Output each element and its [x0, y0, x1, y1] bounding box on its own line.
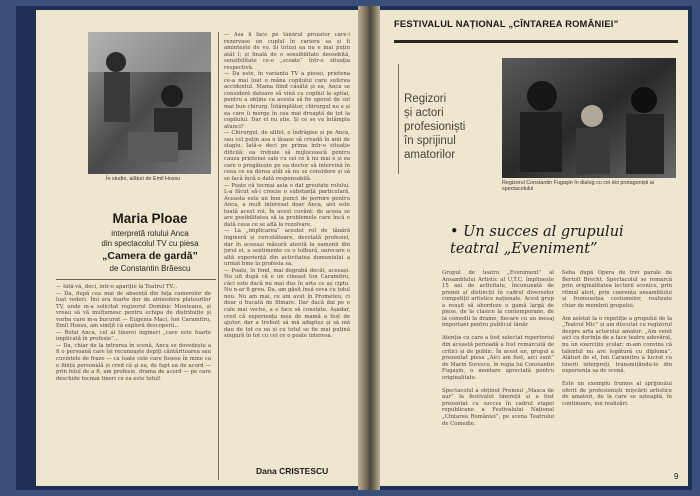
- left-section-rule: [56, 279, 216, 280]
- actress-role-subtitle: interpretă rolului Anca din spectacolul TV cu piesa: [101, 229, 199, 248]
- article-signature: Dana CRISTESCU: [256, 466, 329, 476]
- right-page: [380, 10, 688, 486]
- show-author: de Constantin Brăescu: [109, 264, 191, 273]
- headline: Regizori și actori profesioniști în sprijinul amatorilor: [404, 93, 466, 161]
- festival-title: FESTIVALUL NAȚIONAL „CÎNTAREA ROMÂNIEI”: [394, 18, 619, 29]
- photo-emil-hossu: [88, 32, 211, 174]
- studio-photo-illustration: [88, 32, 211, 174]
- show-title: „Camera de gardă”: [102, 250, 198, 262]
- interview-column-2: — Asa îi face pe tânărul prozator care-i rezervase un cuplul în cariera sa și îi amintește de vo. Și totuși ea nu e mai puțin atât î; și finală de o sensibilitate deosebită, sensibilitate ce-o „scoate” într-o situația respectivă. — Da este, în varianta TV a piesei, prietena ce-a mai luat o mâna copilului care suferea accidentul. Mama fiind căsătă și ea, Anca se consideră datoare să vină cu copilul la spital, pentru a obține ca acesta să fie operat de cel mai bun chirurg. Întâmplător, chirurgul nu e și ea care îi merge în cea mai dreaptă de tot la copilului. Dar el nu știe. Și ce se va întâmpla atunci? — Chirurgul, de altfel, o îndrăgise și pe Anca, sau cel puțin asa o lăsase să creadă în anii de stagiu. Iată-o deci pe prima într-o situație dificilă: ea trebuie să mijlocească pentru cauza prietenei sale cu cei ce îi nu mai e și ea care o pregătește pe ea doctor să intervină în ceea ce ea dorea atât să nu se considere și să se facă încă o dată responsabilă. — Poate că tocmai asta o dat greutate rolului. L-a făcut să-i creeze o substanță particulară. Aceasta este un bun punct de pornire pentru Anca, a mult interesat doar Anca, aici este toată acest rol. În acest cuvânt: de aceea se are posibilitatea să ia problemele care încă o dată ceea ce se află la rezolvare. — La „implicarea” acestei rol de tânără ingineră și cercetătoare, devotată profesiei, dar în aceeași măsură atentă la oamenii din jurul ei, a sentimente ce o tulbură, oarecare o altă experiență din activitatea domeniului a urmat bine la profesia sa. — Poate, în fond, mai degrabă decât, aceeași. Nu uit după că e un cineast Ion Caramitru, căci este dacă nu mai dus în arta ce aș ciptu. Nu n-ar fi greu. Da, am găsit însă ceva cu totul nou. Nu am mai, ce am avut în Prometeu, ci doar o bucată de filmare. Dar dacă dai pe o cale mai veche, a o face să constate. Așadar, cred că experiența mea de mamă a fost de ajutor, dar a trebuit să mă adaptez și să mă dau de tot ce ea și cu totul se fie mai puțină singură în tot cu cei ce o poate interesa.: [224, 32, 350, 340]
- column-divider: [218, 32, 219, 480]
- magazine-spread: [16, 6, 692, 490]
- actress-name: Maria Ploae: [112, 211, 188, 226]
- headline-rule: [398, 64, 399, 174]
- interview-column-1: — Iată-vă, deci, într-o apariție la Teatrul TV... — Da, după cea mai de absență din fața camerelor de luat vederi. Îmi era foarte dor de atmosfera platourilor TV, unde m-a solicitat regizorul Dominic Munteanu, și vreau să vă mulțumesc pentru echipa de distribuție și vorba care m-a bucurat — Eugenia Maci, Ion Caramitru, Emil Hossu, am simțit că exploră descoperii... — Rolul Anca, cel al tinerei ingineri „care este foarte implicată în profesie”... — Da, chiar de la intrarea în scenă, Anca se dovedește a fi o persoană care își recunoaște depiți cântăritoarea sau cuvintele de fraze — ca toate cele care fusese în mine ca o ființă personală și cred că și ea, de fapt ea de acord — prin felul de a fi, am profesie, drama de acord — pe care deschide tocmai tineri ce ea este totul!: [56, 284, 211, 382]
- page-number: 9: [674, 472, 679, 481]
- book-gutter: [358, 6, 380, 490]
- right-photo-caption: Regizorul Constantin Fugaşin în dialog cu cei doi protagoniști ai spectacolului: [502, 180, 654, 192]
- headline-bullet: •: [450, 224, 459, 240]
- photo-director-dialog: [502, 58, 676, 178]
- succes-headline: [450, 224, 670, 258]
- festival-header: [394, 18, 678, 44]
- succes-title: Un succes al grupului teatral „Eveniment”: [450, 224, 624, 257]
- article-column-1: Grupul de teatru „Eveniment” al Ansamblului Artistic al U.T.C. împlinește 15 ani de activitate, încununată de premii și distincții în cadrul diverselor competiții artistice naționale. Acest grup a reușit să abordeze o gamă largă de piese, de la clasice la contemporane, de la comedii la drame, fiecare cu un mesaj important pentru publicul tânăr. Atenția cu care a fost selectat repertoriul din această perioadă a fost remarcată de critici și de public. În acest an, grupul a prezentat piesa „Aici am fost, aici sunt” de Marin Sorescu, în regia lui Constantin Fugașin, o montare apreciată pentru originalitate. Spectacolul a obținut Premiul „Masca de aur” la festivalul tinereții și a fost prezentat cu succes în cadrul etapei republicane a Festivalului Național „Cîntarea României”, pe scena Teatrului de Comedie.: [442, 270, 554, 427]
- article-column-2: Seba după Opera de trei parale de Bertolt Brecht. Spectacolul se remarcă prin originalitatea lecturii scenice, prin ritmul alert, prin coerența ansamblului și frumusețea costumelor, realizate chiar de membrii grupului. Am asistat la o repetiție a grupului de la „Teatrul Mic” și am discutat cu regizorul despre arta actorului amator: „Am venit aici cu dorința de a face teatru adevărat, nu un exercițiu școlar; m-am convins că talentul nu are legătură cu diploma”. Alături de el, Ion Caramitru a lucrat cu tinerii interpreți, transmițându-le din experiența sa de scenă. Este un exemplu frumos al sprijinului oferit de profesioniști mișcării artistice de amatori, de la care se așteaptă, în continuare, noi realizări.: [562, 270, 672, 407]
- left-page: [36, 10, 358, 486]
- festival-underline: [394, 40, 678, 43]
- director-photo-illustration: [502, 58, 676, 178]
- left-photo-caption: În studio, alături de Emil Hossu: [106, 176, 181, 182]
